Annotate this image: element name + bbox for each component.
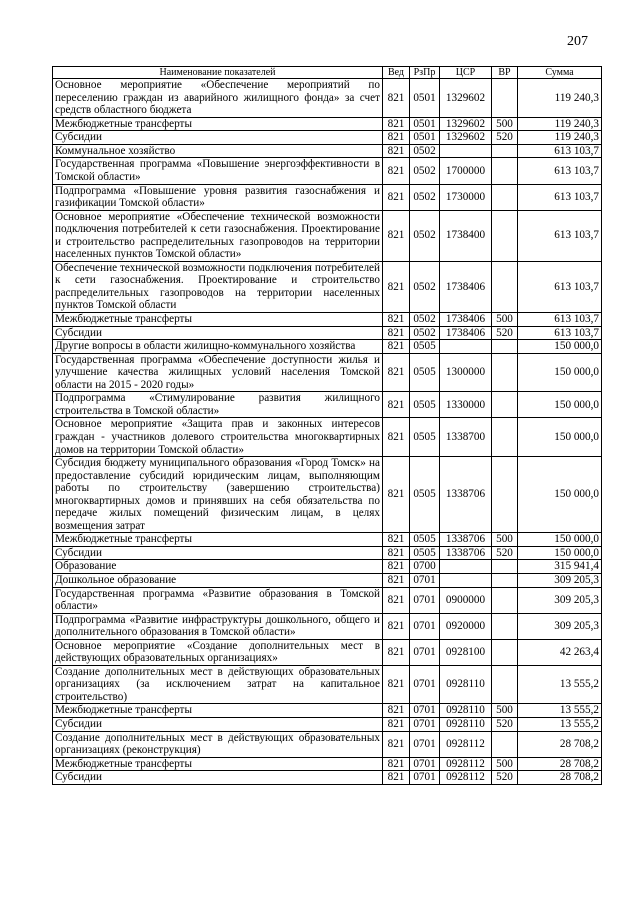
row-vr: [492, 144, 518, 158]
row-csr: 1330000: [440, 392, 492, 418]
row-sum: 119 240,3: [518, 79, 602, 118]
table-row: [53, 731, 602, 757]
table-row: [53, 533, 602, 547]
row-csr: 1738400: [440, 210, 492, 261]
table-row: [53, 261, 602, 312]
row-ved: 821: [383, 261, 410, 312]
row-ved: 821: [383, 144, 410, 158]
row-csr: 0900000: [440, 587, 492, 613]
row-csr: 1338706: [440, 546, 492, 560]
row-rzpr: 0505: [410, 340, 440, 354]
row-rzpr: 0701: [410, 665, 440, 704]
row-vr: [492, 457, 518, 533]
row-csr: 1738406: [440, 261, 492, 312]
row-vr: 520: [492, 771, 518, 785]
table-row: [53, 144, 602, 158]
row-name: Межбюджетные трансферты: [53, 704, 383, 718]
row-ved: 821: [383, 717, 410, 731]
row-rzpr: 0502: [410, 158, 440, 184]
row-rzpr: 0502: [410, 184, 440, 210]
row-ved: 821: [383, 313, 410, 327]
table-row: [53, 546, 602, 560]
row-vr: [492, 353, 518, 392]
row-vr: [492, 418, 518, 457]
row-ved: 821: [383, 573, 410, 587]
row-csr: 0928100: [440, 639, 492, 665]
row-vr: 520: [492, 546, 518, 560]
table-row: [53, 639, 602, 665]
row-sum: 613 103,7: [518, 144, 602, 158]
row-name: Субсидии: [53, 131, 383, 145]
row-csr: [440, 573, 492, 587]
row-vr: 500: [492, 757, 518, 771]
row-ved: 821: [383, 158, 410, 184]
row-rzpr: 0701: [410, 731, 440, 757]
header-name: Наименование показателей: [53, 67, 383, 79]
row-rzpr: 0501: [410, 131, 440, 145]
row-name: Субсидии: [53, 771, 383, 785]
row-rzpr: 0701: [410, 587, 440, 613]
table-row: [53, 158, 602, 184]
row-ved: 821: [383, 392, 410, 418]
row-name: Образование: [53, 560, 383, 574]
row-name: Основное мероприятие «Создание дополнительных мест в действующих образовательных организациях»: [53, 639, 383, 665]
header-csr: ЦСР: [440, 67, 492, 79]
row-vr: [492, 79, 518, 118]
row-rzpr: 0505: [410, 353, 440, 392]
row-ved: 821: [383, 79, 410, 118]
row-ved: 821: [383, 731, 410, 757]
row-sum: 150 000,0: [518, 457, 602, 533]
row-csr: [440, 144, 492, 158]
row-rzpr: 0505: [410, 546, 440, 560]
row-name: Государственная программа «Развитие образования в Томской области»: [53, 587, 383, 613]
row-ved: 821: [383, 326, 410, 340]
row-ved: 821: [383, 533, 410, 547]
header-rzpr: РзПр: [410, 67, 440, 79]
row-rzpr: 0505: [410, 457, 440, 533]
row-sum: 613 103,7: [518, 210, 602, 261]
row-sum: 28 708,2: [518, 731, 602, 757]
header-vr: ВР: [492, 67, 518, 79]
row-ved: 821: [383, 639, 410, 665]
row-vr: [492, 613, 518, 639]
row-rzpr: 0502: [410, 261, 440, 312]
table-row: [53, 117, 602, 131]
row-sum: 28 708,2: [518, 771, 602, 785]
table-row: [53, 131, 602, 145]
row-name: Межбюджетные трансферты: [53, 757, 383, 771]
row-ved: 821: [383, 757, 410, 771]
table-row: [53, 573, 602, 587]
row-rzpr: 0701: [410, 639, 440, 665]
row-csr: [440, 340, 492, 354]
row-vr: [492, 560, 518, 574]
row-name: Субсидии: [53, 717, 383, 731]
row-csr: 1338700: [440, 418, 492, 457]
row-name: Основное мероприятие «Обеспечение мероприятий по переселению граждан из аварийного жилищного фонда» за счет средств областного бюджета: [53, 79, 383, 118]
row-name: Подпрограмма «Стимулирование развития жилищного строительства в Томской области»: [53, 392, 383, 418]
row-csr: 1329602: [440, 79, 492, 118]
row-rzpr: 0502: [410, 313, 440, 327]
row-rzpr: 0701: [410, 613, 440, 639]
row-sum: 13 555,2: [518, 717, 602, 731]
row-name: Создание дополнительных мест в действующих образовательных организациях (реконструкция): [53, 731, 383, 757]
row-sum: 119 240,3: [518, 131, 602, 145]
row-rzpr: 0505: [410, 418, 440, 457]
row-rzpr: 0701: [410, 771, 440, 785]
table-row: [53, 717, 602, 731]
row-vr: 500: [492, 313, 518, 327]
row-name: Обеспечение технической возможности подключения потребителей к сети газоснабжения. Проектирование и строительство распределительных газопроводов на территории населенных пунктов Томской области: [53, 261, 383, 312]
row-csr: 0920000: [440, 613, 492, 639]
row-sum: 315 941,4: [518, 560, 602, 574]
row-sum: 613 103,7: [518, 326, 602, 340]
table-row: [53, 587, 602, 613]
row-sum: 613 103,7: [518, 158, 602, 184]
budget-table: [52, 66, 602, 785]
table-row: [53, 704, 602, 718]
row-sum: 13 555,2: [518, 665, 602, 704]
row-csr: 1738406: [440, 313, 492, 327]
table-row: [53, 313, 602, 327]
row-rzpr: 0502: [410, 326, 440, 340]
row-csr: 1700000: [440, 158, 492, 184]
row-vr: 500: [492, 117, 518, 131]
row-name: Государственная программа «Повышение энергоэффективности в Томской области»: [53, 158, 383, 184]
row-ved: 821: [383, 546, 410, 560]
row-sum: 150 000,0: [518, 533, 602, 547]
row-vr: 500: [492, 533, 518, 547]
row-name: Субсидия бюджету муниципального образования «Город Томск» на предоставление субсидий юридическим лицам, выполняющим работы по строительству (завершению строительства) многоквартирных домов и принявших на себя обязательства по передаче жилых помещений физическим лицам, в целях возмещения затрат: [53, 457, 383, 533]
row-vr: [492, 665, 518, 704]
row-name: Межбюджетные трансферты: [53, 313, 383, 327]
table-row: [53, 353, 602, 392]
row-name: Создание дополнительных мест в действующих образовательных организациях (за исключением затрат на капитальное строительство): [53, 665, 383, 704]
table-row: [53, 392, 602, 418]
row-rzpr: 0505: [410, 533, 440, 547]
row-csr: 1300000: [440, 353, 492, 392]
table-body: [53, 79, 602, 785]
row-ved: 821: [383, 184, 410, 210]
row-vr: [492, 158, 518, 184]
row-name: Основное мероприятие «Защита прав и законных интересов граждан - участников долевого строительства многоквартирных домов на территории Томской области»: [53, 418, 383, 457]
row-sum: 150 000,0: [518, 546, 602, 560]
row-sum: 613 103,7: [518, 261, 602, 312]
row-sum: 150 000,0: [518, 340, 602, 354]
row-ved: 821: [383, 418, 410, 457]
row-csr: 0928110: [440, 717, 492, 731]
row-csr: 0928110: [440, 704, 492, 718]
row-name: Государственная программа «Обеспечение доступности жилья и улучшение качества жилищных условий населения Томской области на 2015 - 2020 годы»: [53, 353, 383, 392]
row-vr: 520: [492, 717, 518, 731]
table-row: [53, 613, 602, 639]
table-row: [53, 326, 602, 340]
page-number: 207: [567, 34, 588, 49]
row-csr: 0928112: [440, 771, 492, 785]
row-name: Другие вопросы в области жилищно-коммунального хозяйства: [53, 340, 383, 354]
row-sum: 613 103,7: [518, 184, 602, 210]
row-rzpr: 0501: [410, 79, 440, 118]
row-sum: 119 240,3: [518, 117, 602, 131]
row-ved: 821: [383, 340, 410, 354]
row-rzpr: 0501: [410, 117, 440, 131]
row-name: Субсидии: [53, 546, 383, 560]
row-vr: 500: [492, 704, 518, 718]
row-csr: 1329602: [440, 117, 492, 131]
row-rzpr: 0700: [410, 560, 440, 574]
row-ved: 821: [383, 665, 410, 704]
row-ved: 821: [383, 457, 410, 533]
table-row: [53, 560, 602, 574]
row-ved: 821: [383, 560, 410, 574]
row-vr: 520: [492, 326, 518, 340]
row-csr: 0928110: [440, 665, 492, 704]
table-row: [53, 340, 602, 354]
row-sum: 613 103,7: [518, 313, 602, 327]
row-rzpr: 0701: [410, 757, 440, 771]
row-sum: 309 205,3: [518, 587, 602, 613]
row-vr: [492, 731, 518, 757]
row-ved: 821: [383, 587, 410, 613]
row-vr: [492, 210, 518, 261]
row-vr: [492, 184, 518, 210]
row-ved: 821: [383, 117, 410, 131]
row-rzpr: 0701: [410, 704, 440, 718]
table-row: [53, 665, 602, 704]
row-ved: 821: [383, 771, 410, 785]
row-vr: [492, 261, 518, 312]
header-ved: Вед: [383, 67, 410, 79]
row-sum: 150 000,0: [518, 418, 602, 457]
row-ved: 821: [383, 353, 410, 392]
row-sum: 13 555,2: [518, 704, 602, 718]
row-sum: 309 205,3: [518, 613, 602, 639]
table-row: [53, 771, 602, 785]
row-sum: 42 263,4: [518, 639, 602, 665]
table-row: [53, 184, 602, 210]
row-rzpr: 0502: [410, 210, 440, 261]
row-sum: 309 205,3: [518, 573, 602, 587]
row-sum: 28 708,2: [518, 757, 602, 771]
row-ved: 821: [383, 613, 410, 639]
table-header-row: [53, 67, 602, 79]
table-row: [53, 457, 602, 533]
row-ved: 821: [383, 131, 410, 145]
header-sum: Сумма: [518, 67, 602, 79]
row-csr: 1338706: [440, 533, 492, 547]
row-ved: 821: [383, 210, 410, 261]
row-rzpr: 0502: [410, 144, 440, 158]
row-csr: 1730000: [440, 184, 492, 210]
table-row: [53, 79, 602, 118]
row-sum: 150 000,0: [518, 392, 602, 418]
row-name: Подпрограмма «Повышение уровня развития газоснабжения и газификации Томской области»: [53, 184, 383, 210]
row-sum: 150 000,0: [518, 353, 602, 392]
row-vr: [492, 340, 518, 354]
row-name: Коммунальное хозяйство: [53, 144, 383, 158]
row-vr: [492, 639, 518, 665]
row-name: Межбюджетные трансферты: [53, 533, 383, 547]
row-rzpr: 0505: [410, 392, 440, 418]
row-vr: [492, 392, 518, 418]
row-csr: 0928112: [440, 757, 492, 771]
table-row: [53, 210, 602, 261]
row-csr: 1738406: [440, 326, 492, 340]
row-csr: 1329602: [440, 131, 492, 145]
row-csr: 0928112: [440, 731, 492, 757]
row-vr: [492, 587, 518, 613]
table-row: [53, 418, 602, 457]
table-row: [53, 757, 602, 771]
row-name: Межбюджетные трансферты: [53, 117, 383, 131]
row-csr: 1338706: [440, 457, 492, 533]
row-rzpr: 0701: [410, 573, 440, 587]
row-name: Субсидии: [53, 326, 383, 340]
row-name: Дошкольное образование: [53, 573, 383, 587]
row-rzpr: 0701: [410, 717, 440, 731]
row-vr: [492, 573, 518, 587]
row-csr: [440, 560, 492, 574]
row-ved: 821: [383, 704, 410, 718]
row-vr: 520: [492, 131, 518, 145]
row-name: Подпрограмма «Развитие инфраструктуры дошкольного, общего и дополнительного образования в Томской области»: [53, 613, 383, 639]
row-name: Основное мероприятие «Обеспечение технической возможности подключения потребителей к сети газоснабжения. Проектирование и строительство распределительных газопроводов на территории населенных пунктов Томской области»: [53, 210, 383, 261]
